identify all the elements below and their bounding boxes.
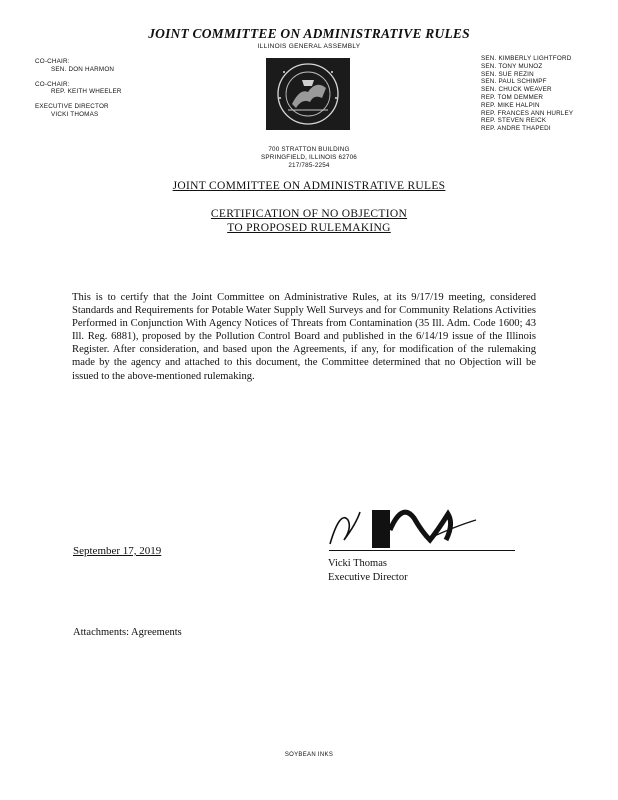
member-name: REP. STEVEN REICK [481,117,547,125]
certification-body: This is to certify that the Joint Committee on Administrative Rules, at its 9/17/19 meeting, considered Standards and Requirements for Potable Water Supply Well Surveys and for Community Relations Activities Performed in Conjunction With Agency Notices of Threats from Contamination (35 Ill. Adm. Code 1600; 43 Ill. Reg. 6881), proposed by the Pollution Control Board and published in the 6/14/19 issue of the Illinois Register. After consideration, and based upon the Agreements, if any, for modification of the rulemaking made by the agency and attached to this document, the Committee determined that no Objection will be issued to the above-mentioned rulemaking. [72,292,536,382]
co-chair-name: SEN. DON HARMON [51,65,115,73]
seal-graphic [266,58,350,130]
member-name: REP. TOM DEMMER [481,93,544,101]
signer-name: Vicki Thomas [328,558,387,569]
executive-director-label: EXECUTIVE DIRECTOR [35,103,109,111]
address-line: 217/785-2254 [288,161,330,169]
member-name: SEN. CHUCK WEAVER [481,86,552,94]
signature-line [329,550,515,551]
member-name: REP. MIKE HALPIN [481,101,540,109]
certification-date: September 17, 2019 [73,545,162,557]
soybean-inks-note: SOYBEAN INKS [284,752,334,758]
signer-block [328,557,408,585]
co-chair-label: CO-CHAIR: [35,58,70,65]
address-line: 700 STRATTON BUILDING [268,146,350,153]
committee-address [0,146,618,169]
general-assembly-subtitle: ILLINOIS GENERAL ASSEMBLY [257,43,361,50]
member-name: SEN. PAUL SCHIMPF [481,78,547,86]
document-heading: JOINT COMMITTEE ON ADMINISTRATIVE RULES [172,180,446,192]
member-name: SEN. TONY MUNOZ [481,62,543,70]
attachments-note: Attachments: Agreements [73,627,182,638]
co-chairs-block [35,58,122,119]
committee-members-list [481,55,573,133]
certification-title-line: TO PROPOSED RULEMAKING [227,222,391,234]
signature-icon [326,500,486,552]
co-chair-name: REP. KEITH WHEELER [51,88,122,96]
committee-title: JOINT COMMITTEE ON ADMINISTRATIVE RULES [148,26,470,41]
co-chair-label: CO-CHAIR: [35,80,70,88]
certification-title [0,207,618,235]
signer-title: Executive Director [328,572,408,583]
certification-title-line: CERTIFICATION OF NO OBJECTION [210,208,408,220]
address-line: SPRINGFIELD, ILLINOIS 62706 [260,153,358,161]
state-seal-icon [266,58,350,130]
member-name: SEN. KIMBERLY LIGHTFORD [481,55,572,62]
member-name: REP. FRANCES ANN HURLEY [481,109,574,117]
member-name: REP. ANDRE THAPEDI [481,125,551,133]
member-name: SEN. SUE REZIN [481,70,534,78]
executive-director-name: VICKI THOMAS [51,110,99,118]
